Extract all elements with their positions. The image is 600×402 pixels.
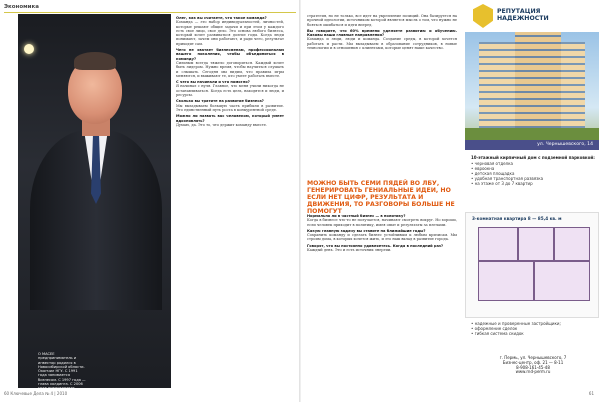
interview-answer: Я начинал с нуля. Главное, что меня учили никогда не останавливаться. Когда есть цель, находятся и люди, и ресурсы. [176,84,284,98]
portrait-photo [18,14,171,388]
ad-bullet: • оформление сделок [471,325,518,331]
ad-feature: • евроокна [471,165,495,171]
right-page [301,0,600,402]
interview-answer: Сохранить команду и сделать бизнес устойчивым к любым кризисам. Мы строим дома, в которых хочется жить, и это наш вклад в развитие города. [307,233,457,242]
interview-answer: Команда — это набор индивидуальностей, личностей, которые решают общие задачи и при этом у каждого есть свое лицо, свое дело. Это основа любого бизнеса, который хочет развиваться долгие годы. Когда люди понимают, зачем они работают, и ради чего, результат приходит сам. [176,20,284,46]
pull-quote: МОЖНО БЫТЬ СЕМИ ПЯДЕЙ ВО ЛБУ, ГЕНЕРИРОВАТЬ ГЕНИАЛЬНЫЕ ИДЕИ, НО ЕСЛИ НЕТ ЦИФР, РЕЗУЛЬТАТА И ДВИЖЕНИЯ, ТО РАЗГОВОРЫ БОЛЬШЕ НЕ ПОМОГУТ [307,180,455,215]
floor-plan-title: 3-комнатная квартира 8 — 85,4 кв. м [472,216,562,221]
ad-contact-line: г. Пермь, ул. Чернышевского, 7 [499,355,567,360]
ad-address: ул. Чернышевского, 14 [465,140,599,150]
ad-feature: • на этаже от 3 до 7 квартир [471,180,533,186]
portrait-hair [74,52,116,70]
ad-feature: • черновая отделка [471,160,513,166]
interview-question: Можно ли назвать вас человеком, который умеет вдохновлять? [176,114,284,123]
real-estate-ad [463,0,600,402]
interview-column-right-bottom [307,212,457,253]
interview-answer: Мы вкладываем большую часть прибыли в развитие. Это единственный путь роста в конкурентной среде. [176,103,284,112]
ad-contact-line: 8-908-161-45-48 [516,364,550,370]
interview-question: Какую главную задачу вы ставите на ближайшие годы? [307,228,426,233]
bio-caption: О МАСЕЕ предприниматель и инвестор родился в Новосибирской области. Окончил НГУ. С 1991 года занимается бизнесом. С 1997 года — глава холдинга. С 2006 [38,352,86,387]
ad-bullets [471,322,595,336]
interview-question: Олег, как вы считаете, что такое команда? [176,16,267,20]
interview-question: Вы говорите, что 60% времени уделяете развитию и обучению. Каковы ваши главные направления? [307,28,457,38]
ad-features [471,156,595,186]
crest-icon [473,4,493,28]
plan-room [518,227,554,261]
ad-contact-line: www.rnd-perm.ru [515,369,551,375]
interview-answer: стратегия, но не только, все идет на укрепление позиций. Она базируется на прочной идеологии, источником которой является мысль о том, что нужно не бояться ошибаться и идти вперед. [307,14,457,27]
interview-answer: Каждый день. Это и есть источник энергии. [307,248,392,253]
ad-contact-line: Бизнес-центр, оф. 21 — 8-11 [502,359,564,365]
building-image [465,32,599,140]
interview-question: Чего не хватает бизнесменам, профессионалам вашего поколения, чтобы объединиться в команду? [176,48,284,61]
plan-room [554,227,590,261]
ad-bullet: • надежные и проверенные застройщики; [471,321,561,326]
ad-feature: • детская площадка [471,170,515,176]
rubric-rule [4,12,296,13]
folio-left: 60 Ключевые Дела № 4 | 2010 [4,391,68,396]
interview-question: Сколько вы тратите на развитие бизнеса? [176,99,264,104]
building-tower-center [515,32,561,140]
interview-answer: Когда в бизнесе что-то не получается, начинают смотреть вокруг. Но хорошо, если человек приходит в политику, имея опыт и результаты за плечами. [307,218,458,227]
ad-lead: 10-этажный кирпичный дом с подземной парковкой: [471,155,595,160]
trees [465,128,599,140]
interview-column-left [176,14,284,128]
ad-brand: РЕПУТАЦИЯ НАДЕЖНОСТИ [497,8,549,22]
interview-answer: Сильным всегда тяжело договориться. Каждый хочет быть лидером. Нужно время, чтобы научиться слушать и слышать. Сегодня мы видим, что правила игры меняются, и выживают те, кто умеет работать вместе. [176,60,284,78]
floor-plan [465,212,599,318]
interview-question: С чего вы начинали и что помогло? [176,80,250,85]
section-rubric: Экономика [4,4,39,10]
ad-bullet: • гибкая система скидок [471,330,524,336]
background-lamp [24,44,34,54]
interview-answer: Думаю, да. Это то, что держит команду вместе. [176,122,268,127]
plan-room [534,261,590,301]
ad-contacts [471,356,595,375]
interview-question: Говорят, что вы постоянно удивляетесь. Когда в последний раз? [307,243,444,248]
ad-logo [473,4,593,28]
ad-feature: • удобная транспортная развязка [471,175,544,181]
interview-question: Нормально ли в частный бизнес — в политику? [307,214,406,218]
plan-room [478,261,534,301]
plan-room [478,227,518,261]
interview-column-right-top [307,14,457,51]
interview-answer: Команда и люди, люди и команда. Создание среды, в которой хочется работать и расти. Мы вкладываем в образование сотрудников, в новые технологии и в отношения с клиентами, которые ценят наше качество. [307,37,457,51]
folio-right: 61 [588,391,594,396]
